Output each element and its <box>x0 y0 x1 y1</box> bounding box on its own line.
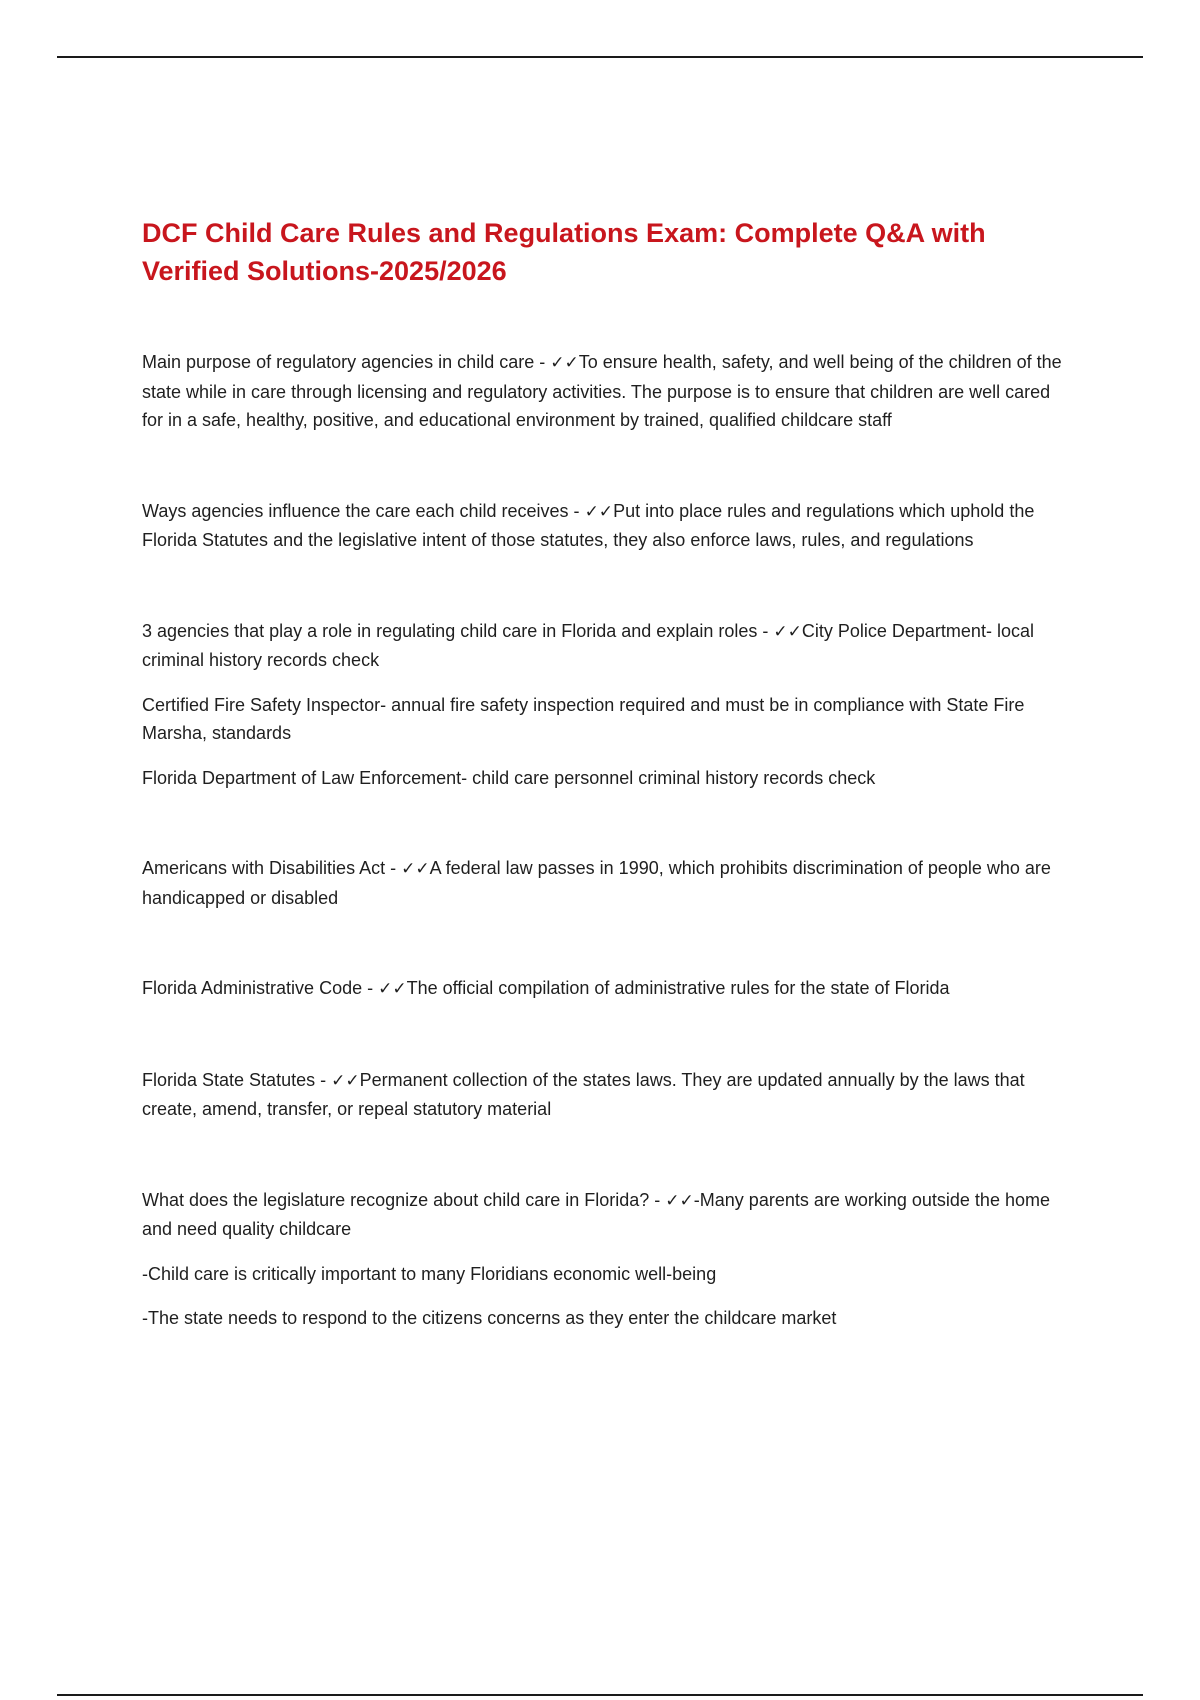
qa-question-answer <box>142 1066 1072 1124</box>
question-text: 3 agencies that play a role in regulating child care in Florida and explain roles - <box>142 620 774 641</box>
answer-continuation: -The state needs to respond to the citizens concerns as they enter the childcare market <box>142 1308 837 1328</box>
qa-item <box>142 1186 1072 1333</box>
question-text: Americans with Disabilities Act - <box>142 858 402 878</box>
answer-text: Permanent collection of the states laws. They are updated annually by the laws that create, amend, transfer, or repeal statutory material <box>142 1069 1025 1119</box>
answer-continuation: -Child care is critically important to many Floridians economic well-being <box>142 1263 717 1284</box>
qa-question-answer <box>142 348 1072 435</box>
check-icon: ✓✓ <box>550 353 579 373</box>
check-icon: ✓✓ <box>331 1070 360 1091</box>
qa-question-answer <box>142 617 1072 675</box>
question-text: Main purpose of regulatory agencies in child care - <box>142 352 551 372</box>
top-rule <box>57 56 1143 58</box>
qa-question-answer <box>142 854 1072 912</box>
document-title: DCF Child Care Rules and Regulations Exam: Complete Q&A with Verified Solutions-2025/2026 <box>142 218 986 286</box>
qa-item <box>142 1066 1072 1124</box>
answer-text: Put into place rules and regulations which uphold the Florida Statutes and the legislative intent of those statutes, they also enforce laws, rules, and regulations <box>142 500 1035 550</box>
answer-continuation: Certified Fire Safety Inspector- annual fire safety inspection required and must be in compliance with State Fire Marsha, standards <box>142 694 1025 743</box>
qa-item <box>142 854 1072 912</box>
check-icon: ✓✓ <box>584 501 614 522</box>
answer-text: The official compilation of administrative rules for the state of Florida <box>406 978 950 998</box>
bottom-rule <box>57 1694 1143 1696</box>
answer-text: A federal law passes in 1990, which prohibits discrimination of people who are handicapped or disabled <box>142 858 1051 908</box>
qa-list <box>142 348 1072 1333</box>
answer-text: To ensure health, safety, and well being of the children of the state while in care through licensing and regulatory activities. The purpose is to ensure that children are well cared for in a safe, healthy, positive, and educational environment by trained, qualified childcare staff <box>142 352 1062 430</box>
qa-question-answer <box>142 497 1072 555</box>
question-text: Florida State Statutes - <box>142 1069 332 1090</box>
document-body <box>142 214 1072 1395</box>
check-icon: ✓✓ <box>773 621 802 642</box>
check-icon: ✓✓ <box>401 859 430 879</box>
check-icon: ✓✓ <box>378 979 407 999</box>
check-icon: ✓✓ <box>665 1190 694 1211</box>
qa-item <box>142 617 1072 793</box>
question-text: What does the legislature recognize about child care in Florida? - <box>142 1189 666 1210</box>
question-text: Florida Administrative Code - <box>142 978 379 998</box>
qa-item <box>142 974 1072 1004</box>
qa-item <box>142 497 1072 555</box>
answer-continuation: Florida Department of Law Enforcement- child care personnel criminal history records check <box>142 767 876 788</box>
qa-question-answer <box>142 1186 1072 1244</box>
qa-question-answer <box>142 974 1072 1004</box>
question-text: Ways agencies influence the care each child receives - <box>142 500 585 521</box>
answer-text: City Police Department- local criminal history records check <box>142 620 1034 670</box>
qa-item <box>142 348 1072 435</box>
answer-text: -Many parents are working outside the home and need quality childcare <box>142 1189 1050 1239</box>
